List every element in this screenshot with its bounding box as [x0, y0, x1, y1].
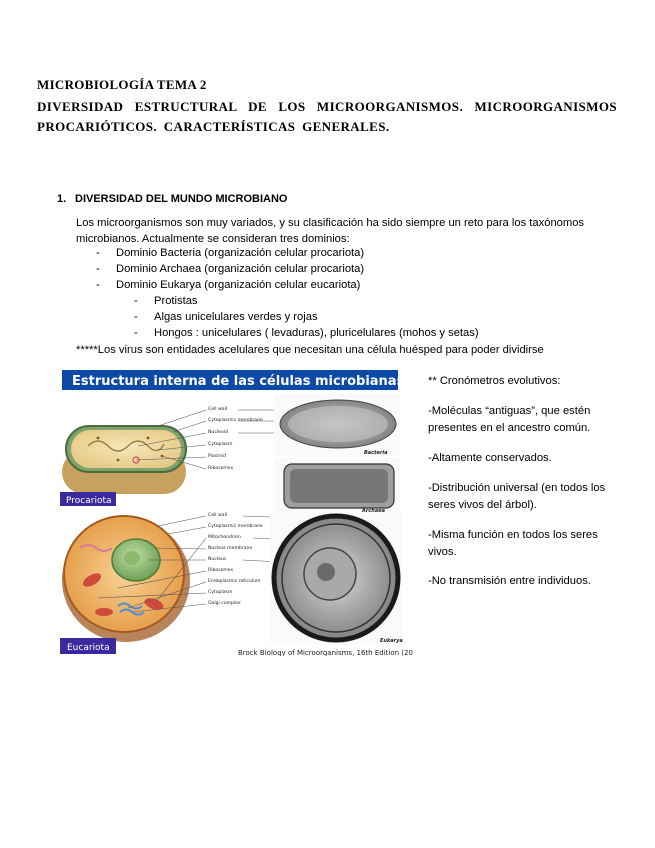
domain-item: Dominio Eukarya (organización celular eucariota) [116, 279, 361, 291]
domain-item: Dominio Archaea (organización celular procariota) [116, 263, 365, 275]
side-note-item: -Misma función en todos los seres vivos. [428, 529, 598, 558]
euk-label: Cell wall [208, 513, 228, 518]
virus-note: *****Los virus son entidades acelulares que necesitan una célula huésped para poder dividirse [76, 344, 544, 356]
micro-label-archaea: Archaea [362, 508, 385, 514]
document-course-title: MICROBIOLOGÍA TEMA 2 [37, 77, 207, 92]
euk-label: Mitochondrion [208, 535, 241, 540]
side-note-item: -Distribución universal (en todos los seres vivos del árbol). [428, 482, 606, 511]
euk-label: Golgi complex [208, 601, 241, 606]
list-bullet: - [96, 263, 100, 275]
euk-label: Cytoplasmic membrane [208, 524, 263, 529]
cell-structure-illustration [58, 368, 420, 656]
list-bullet: - [134, 327, 138, 339]
euk-label: Ribosomes [208, 568, 234, 573]
archaea-micrograph [274, 458, 400, 514]
micro-label-eukarya: Eukarya [380, 638, 403, 644]
euk-label: Nuclear membrane [208, 546, 253, 551]
domain-item: Dominio Bacteria (organización celular procariota) [116, 247, 365, 259]
prokaryote-diagram [62, 426, 186, 494]
eukarya-micrograph [270, 514, 403, 644]
intro-line-1: Los microorganismos son muy variados, y su clasificación ha sido siempre un reto para los taxónomos [76, 217, 585, 229]
figure-banner-text: Estructura interna de las células microbianas [72, 374, 405, 389]
intro-line-2: microbianos. Actualmente se consideran tres dominios: [76, 233, 350, 245]
eukarya-group-item: Algas unicelulares verdes y rojas [154, 311, 318, 323]
figure-caption: Brock Biology of Microorganisms, 16th Edition (20 [238, 649, 413, 656]
prokaryote-tag-text: Procariota [66, 496, 112, 506]
eukaryote-diagram [62, 516, 190, 642]
cell-structure-figure [58, 368, 420, 656]
list-bullet: - [134, 295, 138, 307]
side-note-item: -Altamente conservados. [428, 452, 552, 464]
list-bullet: - [96, 279, 100, 291]
document-topic-title: DIVERSIDAD ESTRUCTURAL DE LOS MICROORGANISMOS. MICROORGANISMOS PROCARIÓTICOS. CARACTERÍSTICAS GENERALES. [37, 99, 617, 134]
prok-label: Plasmid [208, 454, 226, 459]
section-heading [57, 193, 287, 205]
list-bullet: - [96, 247, 100, 259]
side-notes-heading: ** Cronómetros evolutivos: [428, 375, 561, 387]
bacteria-micrograph [274, 394, 400, 456]
eukarya-group-item: Hongos : unicelulares ( levaduras), pluricelulares (mohos y setas) [154, 327, 479, 339]
prok-label: Cell wall [208, 407, 228, 412]
euk-label: Endoplasmic reticulum [208, 579, 261, 584]
euk-label: Cytoplasm [208, 590, 233, 595]
prok-label: Nucleoid [208, 430, 228, 435]
eukarya-group-item: Protistas [154, 295, 198, 307]
prok-label: Cytoplasm [208, 442, 233, 447]
section-title: DIVERSIDAD DEL MUNDO MICROBIANO [75, 193, 288, 205]
micro-label-bacteria: Bacteria [364, 450, 388, 456]
prok-label: Ribosomes [208, 466, 234, 471]
list-bullet: - [134, 311, 138, 323]
side-note-item: -No transmisión entre individuos. [428, 575, 591, 587]
eukaryote-tag-text: Eucariota [67, 643, 110, 653]
side-note-item: -Moléculas “antiguas”, que estén presentes en el ancestro común. [428, 405, 591, 434]
prok-label: Cytoplasmic membrane [208, 418, 263, 423]
section-number: 1. [57, 193, 67, 205]
euk-label: Nucleus [208, 557, 227, 562]
